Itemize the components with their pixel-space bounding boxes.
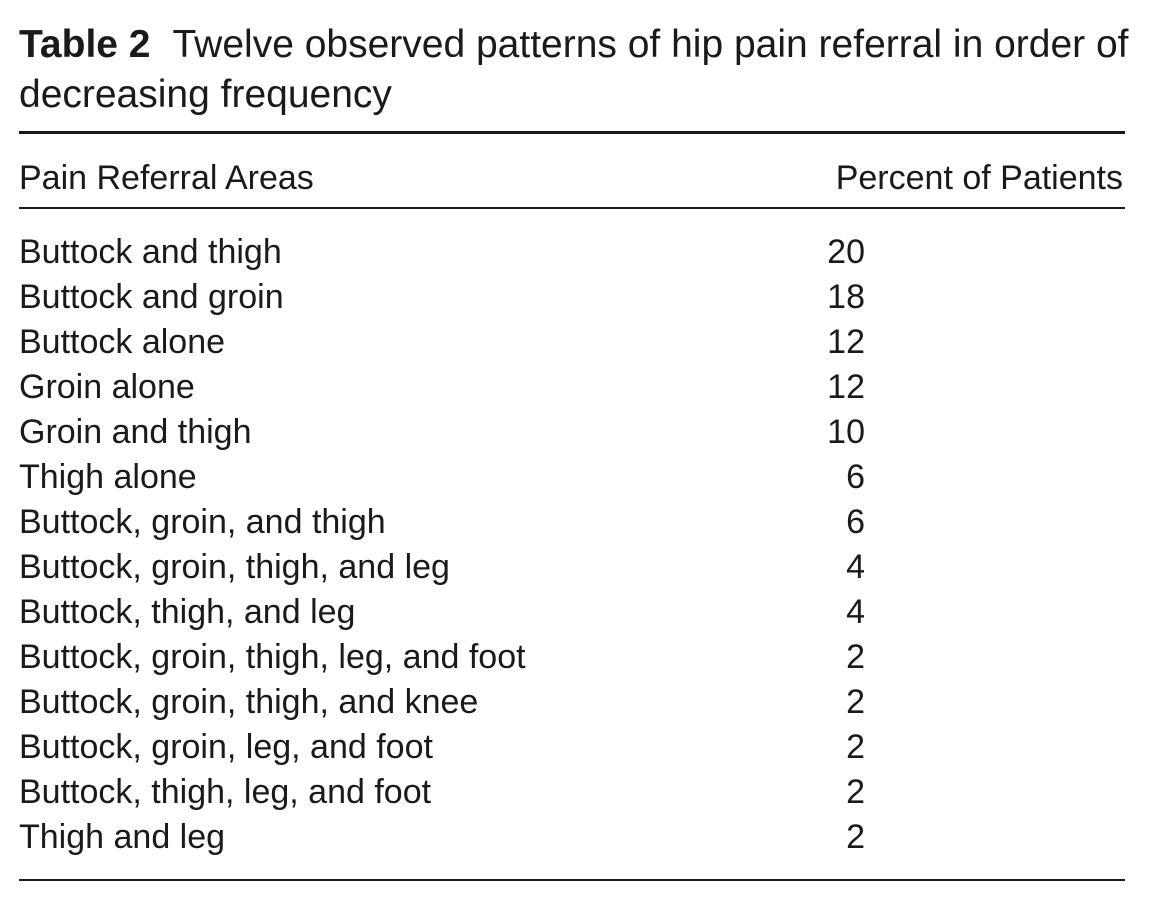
table-row — [19, 275, 1125, 320]
cell-area: Buttock, groin, leg, and foot — [19, 728, 433, 766]
table-row — [19, 230, 1125, 275]
column-header-area: Pain Referral Areas — [19, 159, 314, 197]
cell-area: Groin and thigh — [19, 413, 252, 451]
table-row — [19, 455, 1125, 500]
cell-area: Buttock and thigh — [19, 233, 282, 271]
cell-percent: 2 — [846, 728, 865, 766]
table-row — [19, 680, 1125, 725]
cell-area: Buttock, groin, and thigh — [19, 503, 386, 541]
table-row — [19, 365, 1125, 410]
cell-percent: 10 — [827, 413, 865, 451]
table-caption — [19, 20, 1129, 120]
cell-percent: 4 — [846, 593, 865, 631]
cell-percent: 20 — [827, 233, 865, 271]
table-row — [19, 590, 1125, 635]
cell-percent: 6 — [846, 458, 865, 496]
cell-percent: 4 — [846, 548, 865, 586]
table-row — [19, 500, 1125, 545]
header-rule — [19, 207, 1125, 209]
cell-percent: 12 — [827, 368, 865, 406]
cell-area: Buttock, thigh, leg, and foot — [19, 773, 432, 811]
cell-area: Buttock alone — [19, 323, 226, 361]
column-header-percent: Percent of Patients — [835, 159, 1123, 197]
table-row — [19, 320, 1125, 365]
table-row — [19, 725, 1125, 770]
cell-area: Groin alone — [19, 368, 195, 406]
cell-area: Thigh and leg — [19, 818, 226, 856]
cell-area: Buttock, groin, thigh, and leg — [19, 548, 450, 586]
table-label: Table 2 — [19, 23, 151, 66]
table-row — [19, 545, 1125, 590]
cell-percent: 2 — [846, 683, 865, 721]
table-row — [19, 410, 1125, 455]
bottom-rule — [19, 879, 1125, 881]
cell-percent: 12 — [827, 323, 865, 361]
cell-area: Buttock and groin — [19, 278, 284, 316]
table-row — [19, 770, 1125, 815]
table-caption-text: Twelve observed patterns of hip pain referral in order of decreasing frequency — [19, 23, 1129, 116]
table-row — [19, 635, 1125, 680]
cell-area: Buttock, groin, thigh, and knee — [19, 683, 479, 721]
top-rule — [19, 131, 1125, 134]
cell-percent: 2 — [846, 638, 865, 676]
cell-area: Buttock, groin, thigh, leg, and foot — [19, 638, 526, 676]
cell-percent: 18 — [827, 278, 865, 316]
table-row — [19, 815, 1125, 860]
cell-percent: 2 — [846, 773, 865, 811]
cell-percent: 2 — [846, 818, 865, 856]
cell-area: Buttock, thigh, and leg — [19, 593, 356, 631]
table-header — [19, 156, 1125, 200]
cell-percent: 6 — [846, 503, 865, 541]
cell-area: Thigh alone — [19, 458, 197, 496]
table-body — [19, 230, 1125, 860]
